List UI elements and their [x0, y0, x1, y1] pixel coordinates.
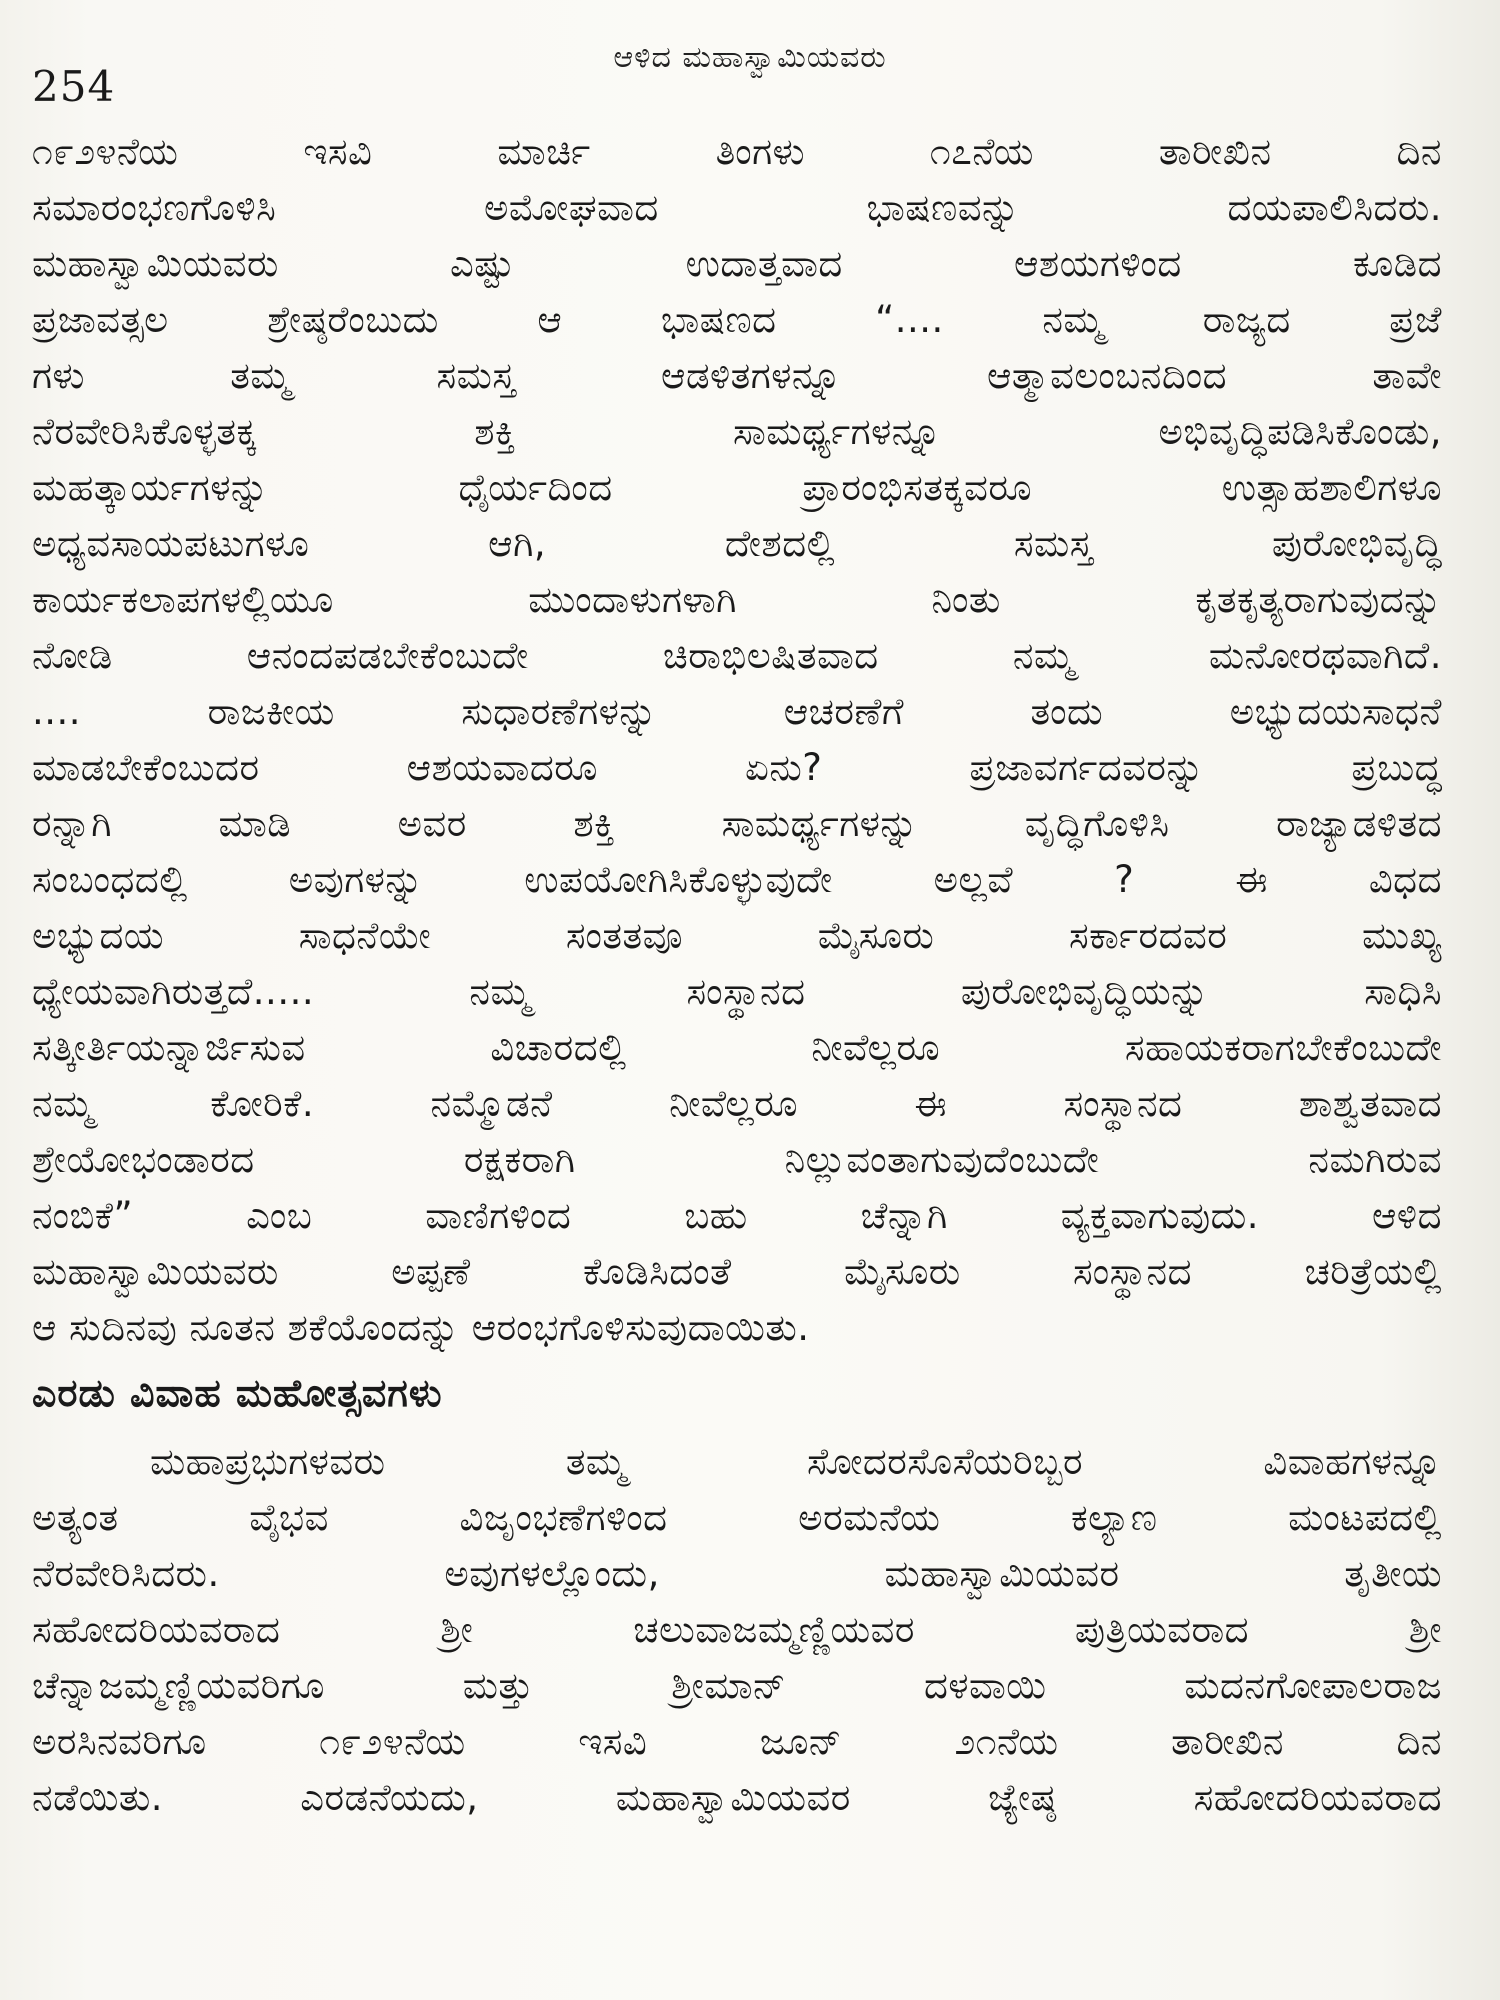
text-line: ಪ್ರಜಾವತ್ಸಲ ಶ್ರೇಷ್ಠರೆಂಬುದು ಆ ಭಾಷಣದ “.... ನಮ್ಮ ರಾಜ್ಯದ ಪ್ರಜೆ [32, 298, 1442, 341]
paragraph [32, 1434, 1442, 1826]
text-line: ರನ್ನಾಗಿ ಮಾಡಿ ಅವರ ಶಕ್ತಿ ಸಾಮರ್ಥ್ಯಗಳನ್ನು ವೃದ್ಧಿಗೊಳಿಸಿ ರಾಜ್ಯಾಡಳಿತದ [32, 802, 1442, 845]
text-line: ಮಹಾಸ್ವಾಮಿಯವರು ಅಪ್ಪಣೆ ಕೊಡಿಸಿದಂತೆ ಮೈಸೂರು ಸಂಸ್ಥಾನದ ಚರಿತ್ರೆಯಲ್ಲಿ [32, 1250, 1442, 1293]
text-line: ೧೯೨೪ನೆಯ ಇಸವಿ ಮಾರ್ಚಿ ತಿಂಗಳು ೧೭ನೆಯ ತಾರೀಖಿನ ದಿನ [32, 130, 1442, 173]
text-line: ಮಾಡಬೇಕೆಂಬುದರ ಆಶಯವಾದರೂ ಏನು? ಪ್ರಜಾವರ್ಗದವರನ್ನು ಪ್ರಬುದ್ಧ [32, 746, 1442, 789]
text-line: ಮಹತ್ಕಾರ್ಯಗಳನ್ನು ಧೈರ್ಯದಿಂದ ಪ್ರಾರಂಭಿಸತಕ್ಕವರೂ ಉತ್ಸಾಹಶಾಲಿಗಳೂ [32, 466, 1442, 509]
text-line: ಸಹೋದರಿಯವರಾದ ಶ್ರೀ ಚಲುವಾಜಮ್ಮಣ್ಣಿಯವರ ಪುತ್ರಿಯವರಾದ ಶ್ರೀ [32, 1608, 1442, 1651]
text-line: ಮಹಾಪ್ರಭುಗಳವರು ತಮ್ಮ ಸೋದರಸೊಸೆಯರಿಬ್ಬರ ವಿವಾಹಗಳನ್ನೂ [150, 1440, 1442, 1483]
text-line: ಅತ್ಯಂತ ವೈಭವ ವಿಜೃಂಭಣೆಗಳಿಂದ ಅರಮನೆಯ ಕಲ್ಯಾಣ ಮಂಟಪದಲ್ಲಿ [32, 1496, 1442, 1539]
text-line: ನಮ್ಮ ಕೋರಿಕೆ. ನಮ್ಮೊಡನೆ ನೀವೆಲ್ಲರೂ ಈ ಸಂಸ್ಥಾನದ ಶಾಶ್ವತವಾದ [32, 1082, 1442, 1125]
paragraph [32, 124, 1442, 1356]
text-line: ಅರಸಿನವರಿಗೂ ೧೯೨೪ನೆಯ ಇಸವಿ ಜೂನ್ ೨೧ನೆಯ ತಾರೀಖಿನ ದಿನ [32, 1720, 1442, 1763]
text-line: ನೆರವೇರಿಸಿಕೊಳ್ಳತಕ್ಕ ಶಕ್ತಿ ಸಾಮರ್ಥ್ಯಗಳನ್ನೂ ಅಭಿವೃದ್ಧಿಪಡಿಸಿಕೊಂಡು, [32, 410, 1442, 453]
text-line: ನೆರವೇರಿಸಿದರು. ಅವುಗಳಲ್ಲೊಂದು, ಮಹಾಸ್ವಾಮಿಯವರ ತೃತೀಯ [32, 1552, 1442, 1595]
text-line: ನಡೆಯಿತು. ಎರಡನೆಯದು, ಮಹಾಸ್ವಾಮಿಯವರ ಜ್ಯೇಷ್ಠ ಸಹೋದರಿಯವರಾದ [32, 1776, 1442, 1819]
page-number: 254 [32, 62, 116, 111]
section-heading: ಎರಡು ವಿವಾಹ ಮಹೋತ್ಸವಗಳು [32, 1371, 443, 1415]
text-line: ಗಳು ತಮ್ಮ ಸಮಸ್ತ ಆಡಳಿತಗಳನ್ನೂ ಆತ್ಮಾವಲಂಬನದಿಂದ ತಾವೇ [32, 354, 1442, 397]
text-line: ನೋಡಿ ಆನಂದಪಡಬೇಕೆಂಬುದೇ ಚಿರಾಭಿಲಷಿತವಾದ ನಮ್ಮ ಮನೋರಥವಾಗಿದೆ. [32, 634, 1442, 677]
text-line: ಅಭ್ಯುದಯ ಸಾಧನೆಯೇ ಸಂತತವೂ ಮೈಸೂರು ಸರ್ಕಾರದವರ ಮುಖ್ಯ [32, 914, 1442, 957]
body-text [32, 124, 1442, 1826]
text-line: ಸಮಾರಂಭಣಗೊಳಿಸಿ ಅಮೋಘವಾದ ಭಾಷಣವನ್ನು ದಯಪಾಲಿಸಿದರು. [32, 186, 1442, 229]
text-line: ಚೆನ್ನಾಜಮ್ಮಣ್ಣಿಯವರಿಗೂ ಮತ್ತು ಶ್ರೀಮಾನ್ ದಳವಾಯಿ ಮದನಗೋಪಾಲರಾಜ [32, 1664, 1442, 1707]
text-line: ಕಾರ್ಯಕಲಾಪಗಳಲ್ಲಿಯೂ ಮುಂದಾಳುಗಳಾಗಿ ನಿಂತು ಕೃತಕೃತ್ಯರಾಗುವುದನ್ನು [32, 578, 1442, 621]
text-line: .... ರಾಜಕೀಯ ಸುಧಾರಣೆಗಳನ್ನು ಆಚರಣೆಗೆ ತಂದು ಅಭ್ಯುದಯಸಾಧನೆ [32, 690, 1442, 733]
text-line: ಧ್ಯೇಯವಾಗಿರುತ್ತದೆ..... ನಮ್ಮ ಸಂಸ್ಥಾನದ ಪುರೋಭಿವೃದ್ಧಿಯನ್ನು ಸಾಧಿಸಿ [32, 970, 1442, 1013]
text-line: ಆ ಸುದಿನವು ನೂತನ ಶಕೆಯೊಂದನ್ನು ಆರಂಭಗೊಳಿಸುವುದಾಯಿತು. [32, 1306, 810, 1349]
text-line: ಸಂಬಂಧದಲ್ಲಿ ಅವುಗಳನ್ನು ಉಪಯೋಗಿಸಿಕೊಳ್ಳುವುದೇ ಅಲ್ಲವೆ ? ಈ ವಿಧದ [32, 858, 1442, 901]
text-line: ನಂಬಿಕೆ” ಎಂಬ ವಾಣಿಗಳಿಂದ ಬಹು ಚೆನ್ನಾಗಿ ವ್ಯಕ್ತವಾಗುವುದು. ಆಳಿದ [32, 1194, 1442, 1237]
running-title: ಆಳಿದ ಮಹಾಸ್ವಾಮಿಯವರು [613, 40, 887, 75]
text-line: ಮಹಾಸ್ವಾಮಿಯವರು ಎಷ್ಟು ಉದಾತ್ತವಾದ ಆಶಯಗಳಿಂದ ಕೂಡಿದ [32, 242, 1442, 285]
text-line: ಸತ್ಕೀರ್ತಿಯನ್ನಾರ್ಜಿಸುವ ವಿಚಾರದಲ್ಲಿ ನೀವೆಲ್ಲರೂ ಸಹಾಯಕರಾಗಬೇಕೆಂಬುದೇ [32, 1026, 1442, 1069]
text-line: ಶ್ರೇಯೋಭಂಡಾರದ ರಕ್ಷಕರಾಗಿ ನಿಲ್ಲುವಂತಾಗುವುದೆಂಬುದೇ ನಮಗಿರುವ [32, 1138, 1442, 1181]
text-line: ಅಧ್ಯವಸಾಯಪಟುಗಳೂ ಆಗಿ, ದೇಶದಲ್ಲಿ ಸಮಸ್ತ ಪುರೋಭಿವೃದ್ಧಿ [32, 522, 1442, 565]
